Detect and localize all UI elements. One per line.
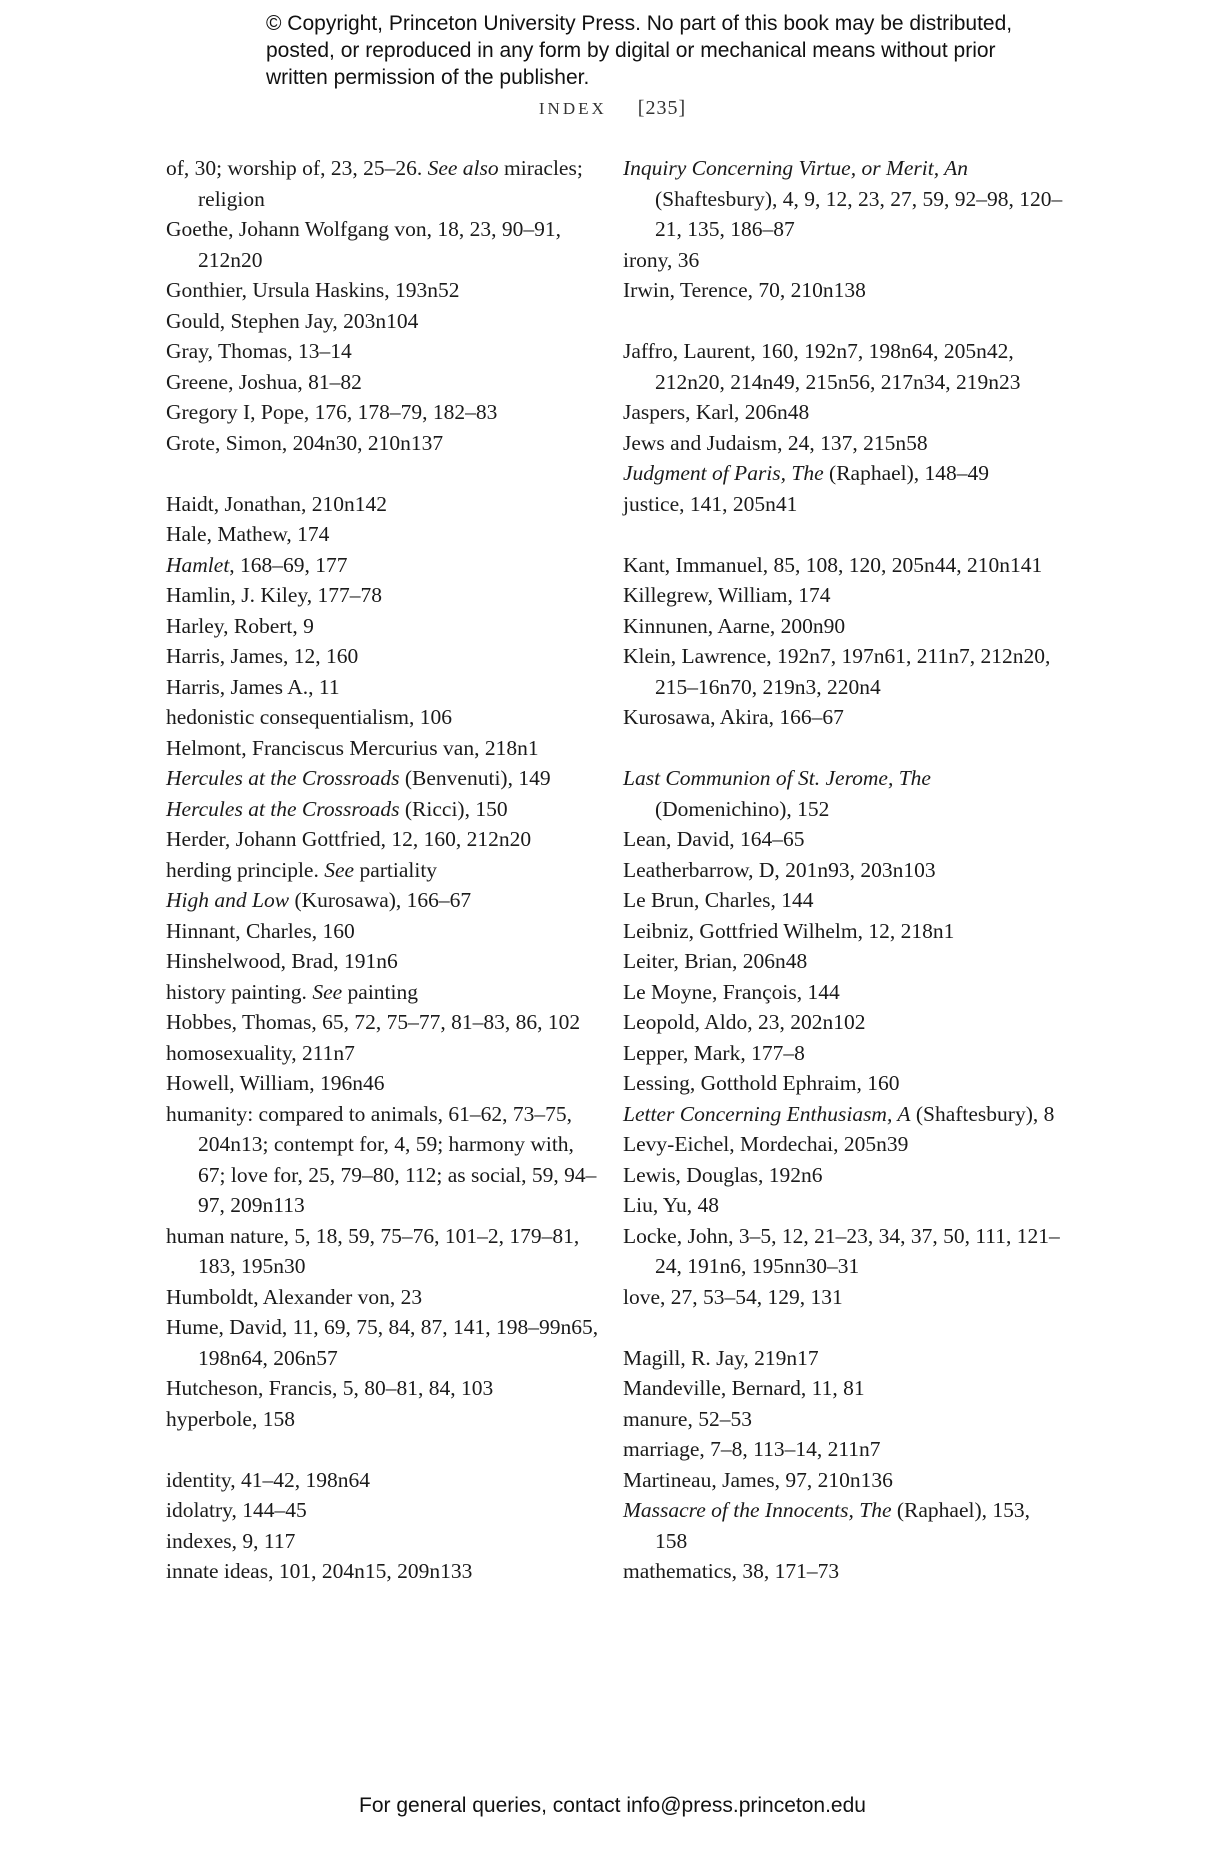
index-entry: Irwin, Terence, 70, 210n138 [623, 278, 866, 302]
footer-contact: For general queries, contact info@press.princeton.edu [359, 1794, 866, 1817]
index-entry: Jaffro, Laurent, 160, 192n7, 198n64, 205n42, 212n20, 214n49, 215n56, 217n34, 219n23 [623, 339, 1021, 394]
index-entry: Lepper, Mark, 177–8 [623, 1040, 805, 1065]
index-entry: Kant, Immanuel, 85, 108, 120, 205n44, 210n141 [623, 552, 1043, 577]
index-entry: Helmont, Franciscus Mercurius van, 218n1 [166, 735, 539, 760]
letter-group-gap [623, 306, 1063, 337]
index-entry: indexes, 9, 117 [166, 1528, 296, 1553]
index-entry: Grote, Simon, 204n30, 210n137 [166, 430, 444, 455]
index-entry: Martineau, James, 97, 210n136 [623, 1467, 893, 1492]
index-entry: hedonistic consequentialism, 106 [166, 705, 453, 729]
letter-group-gap [623, 519, 1063, 550]
index-entry: Haidt, Jonathan, 210n142 [166, 491, 387, 516]
index-entry: Harley, Robert, 9 [166, 613, 314, 638]
index-entry: High and Low (Kurosawa), 166–67 [166, 888, 472, 912]
index-entry: Jaspers, Karl, 206n48 [623, 400, 810, 424]
index-entry: Hamlet, 168–69, 177 [166, 552, 348, 577]
index-entry: Goethe, Johann Wolfgang von, 18, 23, 90–91, 212n20 [166, 217, 561, 272]
index-entry: Mandeville, Bernard, 11, 81 [623, 1376, 865, 1400]
index-entry: Gray, Thomas, 13–14 [166, 339, 352, 363]
index-entry: Hercules at the Crossroads (Benvenuti), 149 [166, 766, 551, 790]
index-entry: Klein, Lawrence, 192n7, 197n61, 211n7, 212n20, 215–16n70, 219n3, 220n4 [623, 644, 1051, 699]
index-entry: Hobbes, Thomas, 65, 72, 75–77, 81–83, 86, 102 [166, 1010, 581, 1034]
index-entry: history painting. See painting [166, 979, 418, 1004]
index-entry: Greene, Joshua, 81–82 [166, 369, 362, 394]
index-entry: Letter Concerning Enthusiasm, A (Shaftesbury), 8 [623, 1101, 1055, 1126]
index-entry: manure, 52–53 [623, 1406, 752, 1431]
letter-group-gap [166, 458, 606, 489]
index-entry: Levy-Eichel, Mordechai, 205n39 [623, 1132, 909, 1156]
index-entry: Gould, Stephen Jay, 203n104 [166, 308, 419, 333]
index-entry: Leatherbarrow, D, 201n93, 203n103 [623, 857, 936, 882]
index-entry: Locke, John, 3–5, 12, 21–23, 34, 37, 50, 111, 121–24, 191n6, 195nn30–31 [623, 1223, 1060, 1278]
running-head [0, 97, 1225, 120]
index-entry: human nature, 5, 18, 59, 75–76, 101–2, 179–81, 183, 195n30 [166, 1223, 580, 1278]
index-entry: mathematics, 38, 171–73 [623, 1559, 840, 1583]
page-number: [235] [637, 97, 687, 119]
index-entry: justice, 141, 205n41 [623, 491, 798, 516]
index-entry: Herder, Johann Gottfried, 12, 160, 212n20 [166, 827, 532, 851]
index-entry: Harris, James, 12, 160 [166, 644, 359, 668]
index-entry: Judgment of Paris, The (Raphael), 148–49 [623, 461, 990, 485]
copyright-notice: © Copyright, Princeton University Press. No part of this book may be distributed, posted, or reproduced in any form by digital or mechanical means without prior written permission of the publisher. [266, 12, 1013, 89]
index-entry: Hale, Mathew, 174 [166, 522, 330, 546]
index-entry: Massacre of the Innocents, The (Raphael), 153, 158 [623, 1498, 1031, 1553]
letter-group-gap [623, 733, 1063, 764]
index-entry: Kurosawa, Akira, 166–67 [623, 705, 844, 729]
index-entry: Gregory I, Pope, 176, 178–79, 182–83 [166, 400, 498, 424]
index-entry: Leopold, Aldo, 23, 202n102 [623, 1010, 866, 1034]
index-entry: Liu, Yu, 48 [623, 1193, 719, 1217]
index-entry: Lessing, Gotthold Ephraim, 160 [623, 1071, 900, 1095]
index-entry: Leiter, Brian, 206n48 [623, 949, 808, 973]
index-entry: Hume, David, 11, 69, 75, 84, 87, 141, 198–99n65, 198n64, 206n57 [166, 1315, 599, 1370]
index-entry: identity, 41–42, 198n64 [166, 1467, 371, 1492]
index-entry: Humboldt, Alexander von, 23 [166, 1284, 423, 1309]
index-entry: Last Communion of St. Jerome, The (Domenichino), 152 [623, 766, 931, 821]
index-entry: Killegrew, William, 174 [623, 583, 831, 607]
index-entry: herding principle. See partiality [166, 857, 438, 882]
index-entry: Howell, William, 196n46 [166, 1071, 385, 1095]
index-entry: Hinnant, Charles, 160 [166, 918, 355, 943]
index-entry: marriage, 7–8, 113–14, 211n7 [623, 1437, 881, 1461]
index-entry: innate ideas, 101, 204n15, 209n133 [166, 1559, 473, 1583]
index-entry: homosexuality, 211n7 [166, 1040, 355, 1065]
index-entry: Magill, R. Jay, 219n17 [623, 1345, 819, 1370]
running-head-label: INDEX [538, 99, 607, 118]
index-entry: Harris, James A., 11 [166, 674, 340, 699]
index-entry: Le Moyne, François, 144 [623, 979, 840, 1004]
index-entry: idolatry, 144–45 [166, 1498, 307, 1522]
index-entry: Hutcheson, Francis, 5, 80–81, 84, 103 [166, 1376, 494, 1400]
index-entry: Lewis, Douglas, 192n6 [623, 1162, 823, 1187]
letter-group-gap [166, 1434, 606, 1465]
index-entry: Jews and Judaism, 24, 137, 215n58 [623, 430, 928, 455]
index-entry: Hinshelwood, Brad, 191n6 [166, 949, 398, 973]
index-entry: of, 30; worship of, 23, 25–26. See also miracles; religion [166, 156, 583, 211]
index-entry: Lean, David, 164–65 [623, 827, 805, 851]
index-entry: hyperbole, 158 [166, 1406, 295, 1431]
index-entry: love, 27, 53–54, 129, 131 [623, 1284, 843, 1309]
index-entry: Inquiry Concerning Virtue, or Merit, An (Shaftesbury), 4, 9, 12, 23, 27, 59, 92–98, 120–21, 135, 186–87 [623, 156, 1063, 241]
index-entry: irony, 36 [623, 247, 700, 272]
index-entry: Gonthier, Ursula Haskins, 193n52 [166, 278, 460, 302]
index-entry: Le Brun, Charles, 144 [623, 888, 814, 912]
index-entry: Hamlin, J. Kiley, 177–78 [166, 583, 382, 607]
index-entry: Kinnunen, Aarne, 200n90 [623, 613, 846, 638]
letter-group-gap [623, 1312, 1063, 1343]
index-entry: Hercules at the Crossroads (Ricci), 150 [166, 796, 508, 821]
index-column-right [623, 153, 1063, 1587]
index-column-left [166, 153, 606, 1587]
index-entry: Leibniz, Gottfried Wilhelm, 12, 218n1 [623, 918, 955, 943]
index-entry: humanity: compared to animals, 61–62, 73–75, 204n13; contempt for, 4, 59; harmony with, 67; love for, 25, 79–80, 112; as social, 59, 94–97, 209n113 [166, 1101, 597, 1217]
